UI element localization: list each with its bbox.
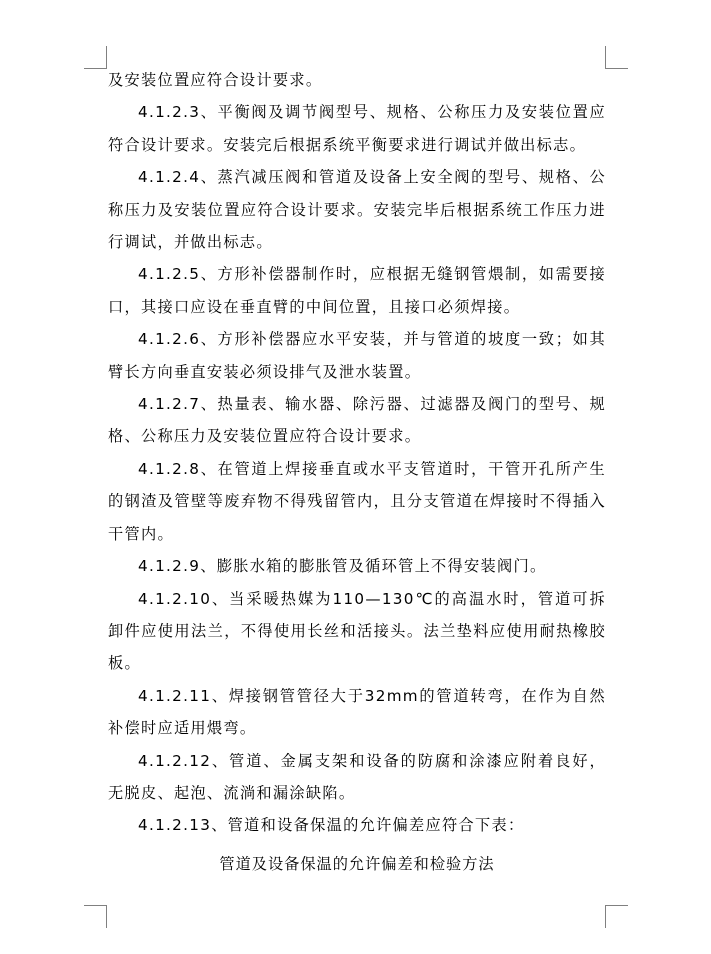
body-text — [108, 64, 606, 842]
paragraph: 4.1.2.8、在管道上焊接垂直或水平支管道时，干管开孔所产生的钢渣及管壁等废弃物不得残留管内，且分支管道在焊接时不得插入干管内。 — [108, 459, 606, 543]
paragraph: 4.1.2.5、方形补偿器制作时，应根据无缝钢管煨制，如需要接口，其接口应设在垂直臂的中间位置，且接口必须焊接。 — [108, 265, 606, 316]
paragraph: 4.1.2.10、当采暖热媒为110—130℃的高温水时，管道可拆卸件应使用法兰，不得使用长丝和活接头。法兰垫料应使用耐热橡胶板。 — [108, 589, 606, 673]
paragraph: 4.1.2.9、膨胀水箱的膨胀管及循环管上不得安装阀门。 — [138, 557, 547, 576]
paragraph: 4.1.2.6、方形补偿器应水平安装，并与管道的坡度一致；如其臂长方向垂直安装必须设排气及泄水装置。 — [108, 330, 606, 381]
paragraph: 及安装位置应符合设计要求。 — [108, 71, 323, 89]
paragraph: 4.1.2.4、蒸汽减压阀和管道及设备上安全阀的型号、规格、公称压力及安装位置应符合设计要求。安装完毕后根据系统工作压力进行调试，并做出标志。 — [108, 168, 606, 252]
crop-mark-bottom-left — [84, 905, 107, 928]
paragraph: 4.1.2.11、焊接钢管管径大于32mm的管道转弯，在作为自然补偿时应适用煨弯。 — [108, 686, 606, 738]
paragraph: 4.1.2.13、管道和设备保温的允许偏差应符合下表： — [138, 816, 525, 835]
crop-mark-top-right — [605, 46, 628, 69]
paragraph: 4.1.2.12、管道、金属支架和设备的防腐和涂漆应附着良好，无脱皮、起泡、流淌和漏涂缺陷。 — [108, 751, 606, 802]
crop-mark-bottom-right — [605, 905, 628, 928]
crop-mark-top-left — [84, 46, 107, 69]
table-caption: 管道及设备保温的允许偏差和检验方法 — [219, 855, 495, 873]
paragraph: 4.1.2.3、平衡阀及调节阀型号、规格、公称压力及安装位置应符合设计要求。安装完后根据系统平衡要求进行调试并做出标志。 — [108, 103, 606, 154]
paragraph: 4.1.2.7、热量表、输水器、除污器、过滤器及阀门的型号、规格、公称压力及安装位置应符合设计要求。 — [108, 395, 606, 446]
